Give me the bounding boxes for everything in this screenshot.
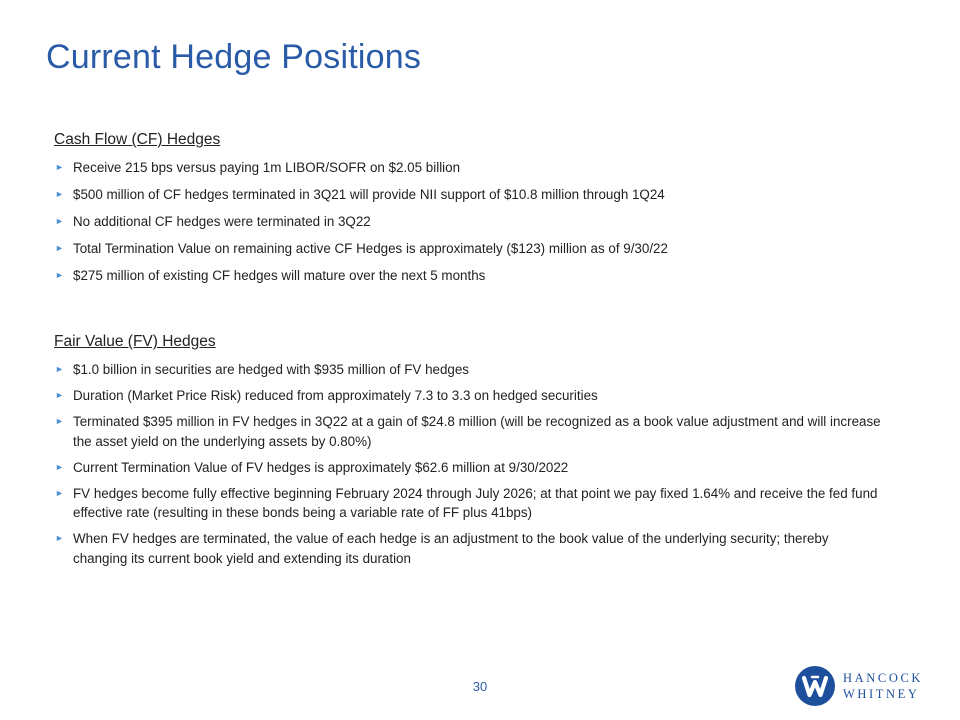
list-item (54, 529, 884, 568)
cash-flow-hedges-section (54, 130, 884, 293)
bullet-text: Duration (Market Price Risk) reduced from approximately 7.3 to 3.3 on hedged securities (73, 388, 598, 403)
triangle-bullet-icon: ► (55, 416, 64, 426)
fair-value-hedges-list (54, 360, 884, 568)
bullet-text: Current Termination Value of FV hedges is approximately $62.6 million at 9/30/2022 (73, 459, 569, 475)
bullet-text: No additional CF hedges were terminated in 3Q22 (73, 214, 371, 229)
list-item (54, 266, 884, 286)
triangle-bullet-icon: ► (55, 216, 64, 226)
logo-line-1: HANCOCK (843, 671, 924, 685)
list-item (54, 484, 884, 523)
triangle-bullet-icon: ► (55, 487, 64, 498)
company-logo (795, 666, 935, 706)
fair-value-hedges-heading: Fair Value (FV) Hedges (54, 333, 216, 350)
fair-value-hedges-section (54, 332, 884, 575)
bullet-text: $1.0 billion in securities are hedged with $935 million of FV hedges (73, 362, 470, 377)
list-item (54, 386, 884, 406)
list-item (54, 412, 884, 451)
triangle-bullet-icon: ► (55, 390, 64, 400)
triangle-bullet-icon: ► (55, 243, 64, 253)
hancock-whitney-w-logo-icon (795, 666, 835, 706)
logo-line-2: WHITNEY (843, 687, 920, 701)
bullet-text: Total Termination Value on remaining active CF Hedges is approximately ($123) million as of 9/30/22 (73, 241, 668, 256)
cash-flow-hedges-list (54, 158, 884, 286)
bullet-text: Terminated $395 million in FV hedges in 3Q22 at a gain of $24.8 million (will be recognized as a book value adjustment and will increase the asset yield on the underlying assets by 0.80%) (73, 414, 881, 449)
bullet-text: Receive 215 bps versus paying 1m LIBOR/SOFR on $2.05 billion (73, 160, 461, 175)
logo-wordmark (843, 670, 923, 702)
list-item (54, 185, 884, 205)
page-number: 30 (472, 679, 488, 694)
bullet-text: $275 million of existing CF hedges will mature over the next 5 months (73, 268, 486, 283)
triangle-bullet-icon: ► (55, 461, 64, 472)
list-item (54, 158, 884, 178)
list-item (54, 458, 884, 478)
triangle-bullet-icon: ► (55, 364, 64, 374)
bullet-text: When FV hedges are terminated, the value of each hedge is an adjustment to the book value of the underlying security; thereby changing its current book yield and extending its duration (73, 531, 829, 566)
triangle-bullet-icon: ► (55, 162, 64, 172)
bullet-text: $500 million of CF hedges terminated in 3Q21 will provide NII support of $10.8 million through 1Q24 (73, 187, 665, 202)
triangle-bullet-icon: ► (55, 270, 64, 280)
cash-flow-hedges-heading: Cash Flow (CF) Hedges (54, 131, 221, 148)
bullet-text: FV hedges become fully effective beginning February 2024 through July 2026; at that point we pay fixed 1.64% and receive the fed fund effective rate (resulting in these bonds being a variable rate of FF plus 41bps) (73, 485, 878, 520)
list-item (54, 360, 884, 380)
list-item (54, 239, 884, 259)
list-item (54, 212, 884, 232)
triangle-bullet-icon: ► (55, 533, 64, 543)
page-title: Current Hedge Positions (46, 38, 422, 76)
triangle-bullet-icon: ► (55, 189, 64, 199)
